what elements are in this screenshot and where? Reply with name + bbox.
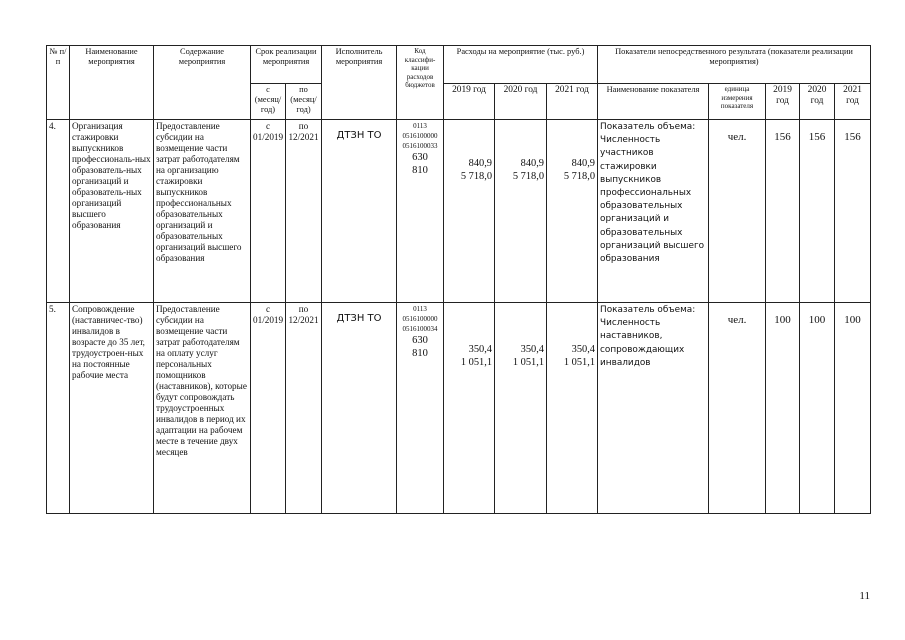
row-to: по 12/2021 — [286, 303, 322, 514]
indicator-unit: чел. — [709, 120, 766, 303]
header-term-from: с (месяц/ год) — [251, 84, 286, 120]
indicator-name: Показатель объема: Численность наставников, сопровождающих инвалидов — [598, 303, 709, 514]
row-executor: ДТЗН ТО — [322, 303, 397, 514]
row-from: с 01/2019 — [251, 303, 286, 514]
row-to: по 12/2021 — [286, 120, 322, 303]
header-term: Срок реализации мероприятия — [251, 46, 322, 84]
table-row — [47, 303, 871, 514]
row-name: Сопровождение (наставничес-тво) инвалидов в возрасте до 35 лет, трудоустроен-ных на постоянные рабочие места — [70, 303, 154, 514]
indicator-2021: 156 — [835, 120, 871, 303]
header-unit: единица измерения показателя — [709, 84, 766, 120]
code-expense-type: 630 — [412, 335, 428, 346]
code-target-detail: 0516100033 — [402, 142, 438, 150]
header-exp-2019: 2019 год — [444, 84, 495, 120]
header-ind-2021: 2021 год — [835, 84, 871, 120]
expense-2019: 350,4 1 051,1 — [444, 303, 495, 514]
expense-2020: 350,4 1 051,1 — [495, 303, 547, 514]
indicator-2020: 100 — [800, 303, 835, 514]
code-target: 0516100000 — [402, 315, 438, 323]
indicator-2020: 156 — [800, 120, 835, 303]
header-name: Наименование мероприятия — [70, 46, 154, 120]
row-from: с 01/2019 — [251, 120, 286, 303]
header-exp-2020: 2020 год — [495, 84, 547, 120]
expense-2020: 840,9 5 718,0 — [495, 120, 547, 303]
expense-2019: 840,9 5 718,0 — [444, 120, 495, 303]
header-executor: Исполнитель мероприятия — [322, 46, 397, 120]
header-indicators: Показатели непосредственного результата (показатели реализации мероприятия) — [598, 46, 871, 84]
code-expense-type: 810 — [412, 348, 428, 359]
header-expenses: Расходы на мероприятие (тыс. руб.) — [444, 46, 598, 84]
code-section: 0113 — [413, 305, 427, 313]
code-expense-type: 810 — [412, 165, 428, 176]
row-executor: ДТЗН ТО — [322, 120, 397, 303]
header-exp-2021: 2021 год — [547, 84, 598, 120]
header-term-to: по (месяц/ год) — [286, 84, 322, 120]
row-content: Предоставление субсидии на возмещение части затрат работодателям на оплату услуг персональных помощников (наставников), которые будут сопровождать трудоустроенных инвалидов в период их адаптации на рабочем месте в течение двух месяцев — [154, 303, 251, 514]
page-number: 11 — [859, 590, 870, 602]
header-content: Содержание мероприятия — [154, 46, 251, 120]
indicator-name: Показатель объема: Численность участников стажировки выпускников профессиональных образовательных организаций и образовательных организаций высшего образования — [598, 120, 709, 303]
row-code — [397, 303, 444, 514]
expense-2021: 840,9 5 718,0 — [547, 120, 598, 303]
indicator-unit: чел. — [709, 303, 766, 514]
row-code — [397, 120, 444, 303]
row-num: 4. — [47, 120, 70, 303]
table-row — [47, 120, 871, 303]
code-section: 0113 — [413, 122, 427, 130]
code-expense-type: 630 — [412, 152, 428, 163]
row-num: 5. — [47, 303, 70, 514]
row-name: Организация стажировки выпускников профессиональ-ных образователь-ных организаций и образователь-ных организаций высшего образования — [70, 120, 154, 303]
indicator-2019: 156 — [766, 120, 800, 303]
header-num: № п/п — [47, 46, 70, 120]
row-content: Предоставление субсидии на возмещение части затрат работодателям на организацию стажировки выпускников профессиональных образовательных организаций и образовательных организаций высшего образования — [154, 120, 251, 303]
indicator-2019: 100 — [766, 303, 800, 514]
code-target-detail: 0516100034 — [402, 325, 438, 333]
header-code: Код классифи-кации расходов бюджетов — [397, 46, 444, 120]
code-target: 0516100000 — [402, 132, 438, 140]
indicator-2021: 100 — [835, 303, 871, 514]
header-indicator-name: Наименование показателя — [598, 84, 709, 120]
header-ind-2019: 2019 год — [766, 84, 800, 120]
header-ind-2020: 2020 год — [800, 84, 835, 120]
expense-2021: 350,4 1 051,1 — [547, 303, 598, 514]
measures-table — [46, 45, 871, 514]
